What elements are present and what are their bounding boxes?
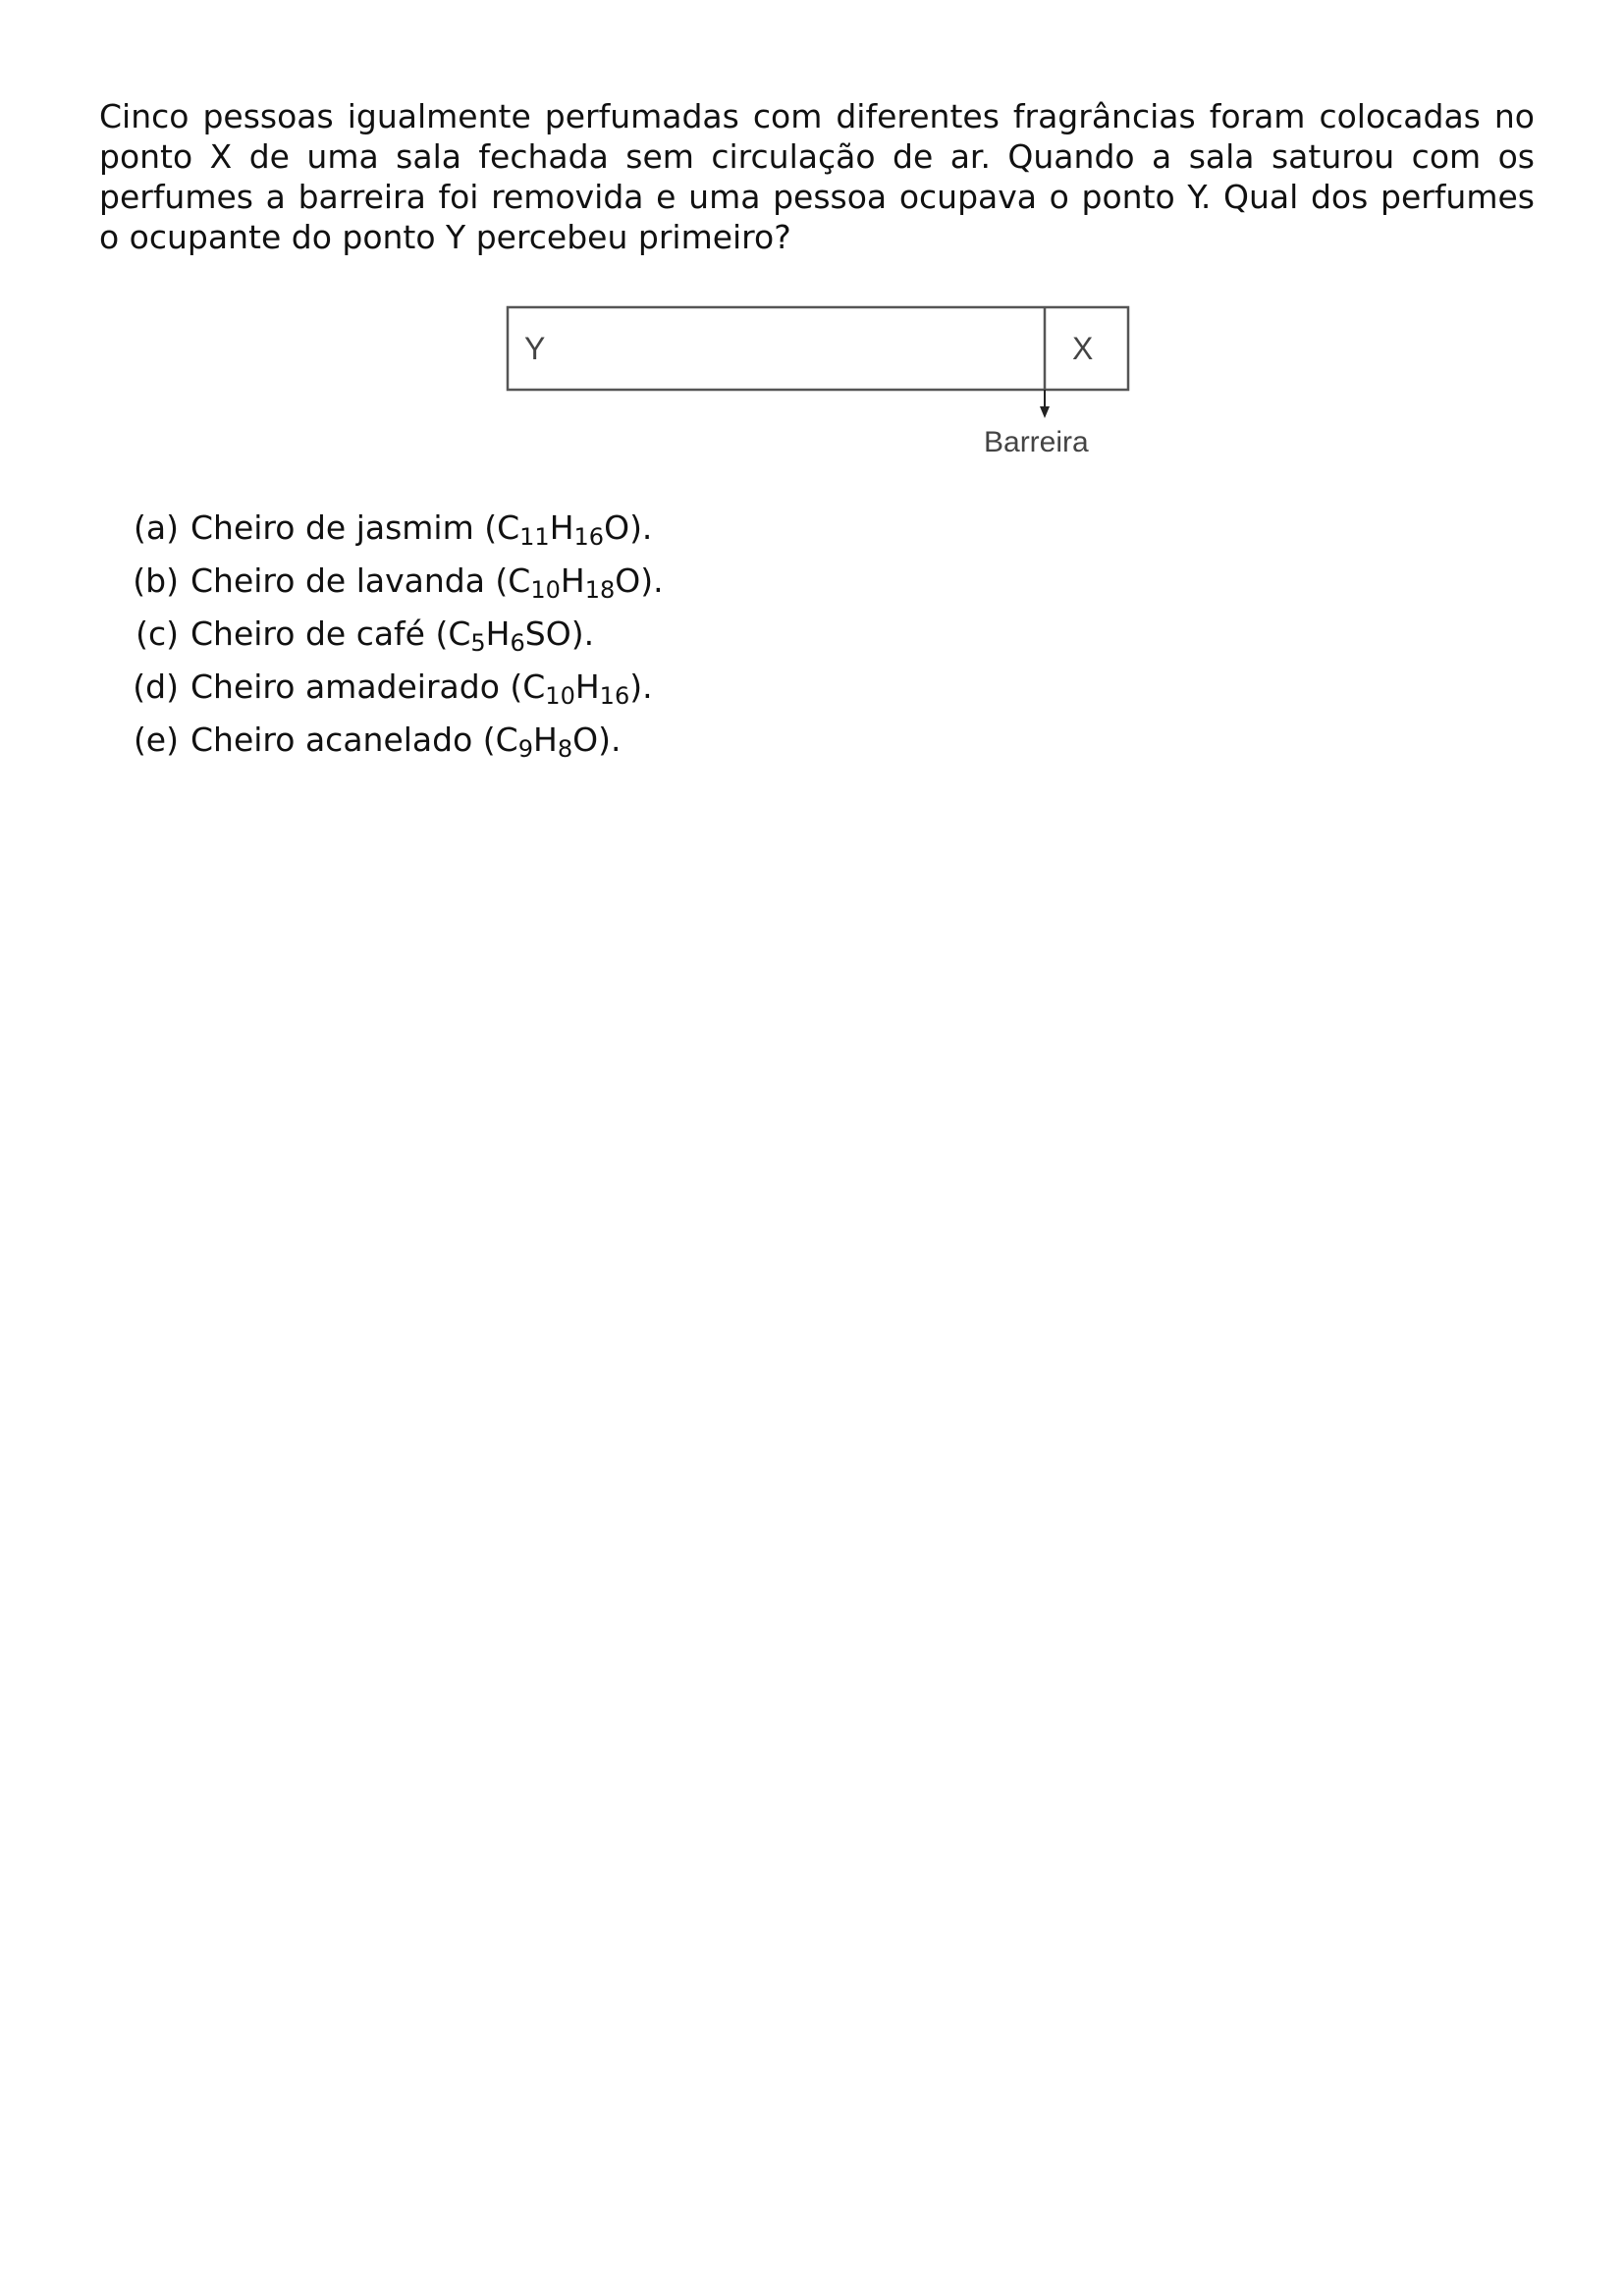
option-text: [190, 614, 595, 657]
option-letter: (d): [133, 667, 179, 706]
formula-element: C: [522, 667, 546, 706]
option-text: [190, 721, 622, 763]
formula-element: H: [532, 721, 558, 759]
formula-element: O: [615, 561, 641, 600]
barrier-arrow-head: [1040, 406, 1050, 418]
answer-option: [118, 721, 664, 774]
formula-element: C: [495, 721, 518, 759]
option-suffix: ).: [629, 508, 653, 547]
formula-subscript: 16: [599, 682, 630, 710]
option-text: [190, 667, 653, 710]
chemical-formula: [497, 508, 630, 551]
formula-element: H: [560, 561, 585, 600]
option-text: [190, 561, 664, 604]
option-suffix: ).: [629, 667, 653, 706]
answer-option: [118, 667, 664, 721]
answer-option: [118, 561, 664, 614]
formula-subscript: 18: [584, 576, 616, 604]
option-suffix: ).: [570, 614, 595, 653]
formula-element: C: [508, 561, 531, 600]
formula-subscript: 9: [517, 735, 533, 763]
point-x-label: X: [1072, 331, 1094, 366]
room-diagram-svg: [505, 304, 1133, 461]
formula-subscript: 10: [545, 682, 575, 710]
barrier-label: Barreira: [984, 426, 1089, 458]
question-text: Cinco pessoas igualmente perfumadas com diferentes fragrâncias foram colocadas no ponto X de uma sala fechada sem circulação de ar. Quando a sala saturou com os perfumes a barreira foi removida e uma pessoa ocupava o ponto Y. Qual dos perfumes o ocupante do ponto Y percebeu primeiro?: [99, 97, 1535, 256]
option-label: Cheiro de café (: [190, 614, 449, 653]
formula-element: O: [604, 508, 630, 547]
formula-subscript: 11: [519, 523, 550, 551]
answer-options: [118, 508, 664, 774]
option-text: [190, 508, 653, 551]
formula-element: SO: [524, 614, 571, 653]
option-label: Cheiro de jasmim (: [190, 508, 498, 547]
formula-subscript: 10: [530, 576, 561, 604]
formula-element: O: [572, 721, 599, 759]
option-letter: (c): [135, 614, 179, 653]
formula-subscript: 16: [573, 523, 605, 551]
formula-subscript: 8: [557, 735, 573, 763]
formula-element: H: [574, 667, 600, 706]
option-label: Cheiro amadeirado (: [190, 667, 523, 706]
room-outline: [508, 307, 1128, 390]
formula-element: H: [549, 508, 574, 547]
option-label: Cheiro de lavanda (: [190, 561, 509, 600]
room-diagram: [505, 304, 1133, 461]
option-suffix: ).: [640, 561, 664, 600]
option-suffix: ).: [598, 721, 622, 759]
answer-option: [118, 508, 664, 561]
formula-element: C: [448, 614, 471, 653]
point-y-label: Y: [524, 331, 546, 366]
answer-option: [118, 614, 664, 667]
formula-element: H: [485, 614, 511, 653]
formula-element: C: [497, 508, 520, 547]
formula-subscript: 6: [510, 629, 525, 657]
chemical-formula: [508, 561, 641, 604]
option-letter: (e): [133, 721, 179, 759]
chemical-formula: [448, 614, 571, 657]
option-letter: (b): [133, 561, 179, 600]
chemical-formula: [495, 721, 599, 763]
chemical-formula: [522, 667, 630, 710]
option-letter: (a): [134, 508, 179, 547]
option-label: Cheiro acanelado (: [190, 721, 496, 759]
formula-subscript: 5: [470, 629, 486, 657]
